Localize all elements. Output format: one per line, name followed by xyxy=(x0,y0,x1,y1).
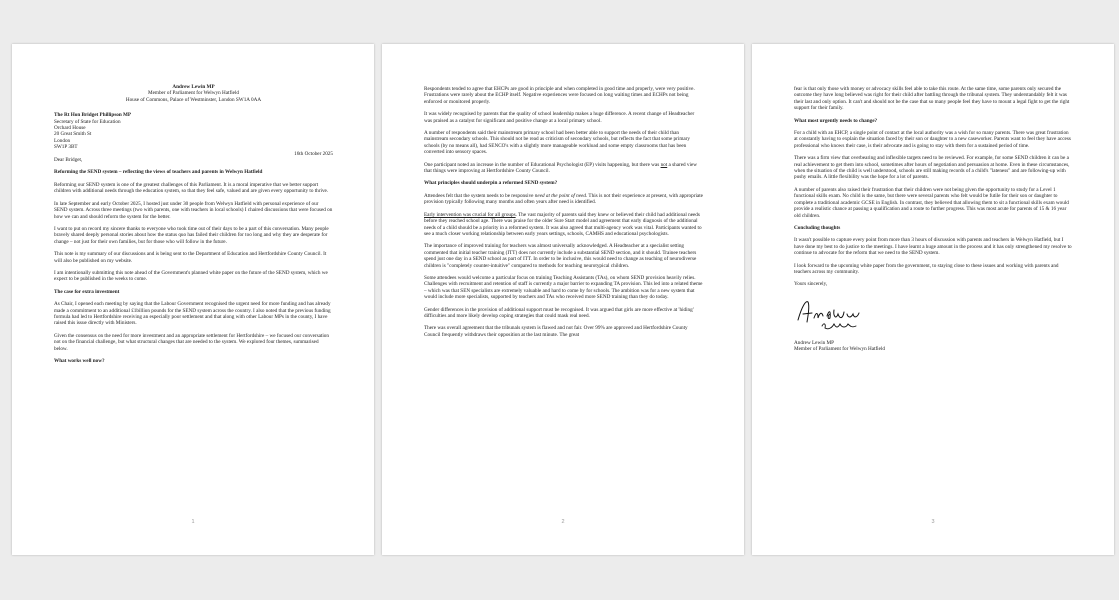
paragraph: A number of parents also raised their frustration that their children were not being given the opportunity to study for a Level 1 functional skills exam. No child is the same, but there were several parents who felt would be futile for their son or daughter to complete a traditional academic GCSE in English. In contrast, they believed that allowing them to sit a functional skills exam would provide a realistic chance at passing a qualification and a route to further progress. This was most acute for parents of 15 & 16 year old children. xyxy=(794,186,1069,219)
signature-graphic xyxy=(794,294,874,334)
section-heading: What most urgently needs to change? xyxy=(794,117,878,124)
paragraph xyxy=(424,193,703,206)
sender-name: Andrew Lewin MP xyxy=(172,84,215,90)
paragraph: There was overall agreement that the tribunals system is flawed and not fair. Over 99% are approved and Hertfordshire County Council frequently withdraws their opposition at the last minute. The great xyxy=(424,325,688,338)
section-heading: The case for extra investment xyxy=(54,288,120,295)
signoff: Yours sincerely, xyxy=(794,281,828,288)
section-heading: Concluding thoughts xyxy=(794,224,841,231)
recipient-line: Orchard House xyxy=(54,125,86,132)
paragraph: For a child with an EHCP, a single point of contact at the local authority was a wish for so many parents. There was great frustration at constantly having to explain the situation faced by their son or daughter to a new caseworker. Parents want to feel they have access professional who knows their case, is their advocate and is going to stay with them for a sustained period of time. xyxy=(794,130,1071,149)
recipient-line: Secretary of State for Education xyxy=(54,118,121,125)
paragraph: There was a firm view that overbearing and inflexible targets need to be reviewed. For example, for some SEND children it can be a real achievement to get them into school, sometimes after hours of negotiation and persuasion at home. Even in these circumstances, when the situation of the child is well understood, schools are still making records of a child's "lateness" and are following-up with pushy emails. A little flexibility was the hope for a lot of parents. xyxy=(794,155,1070,181)
recipient-name: The Rt Hon Bridget Phillipson MP xyxy=(54,112,132,119)
subject-line: Reforming the SEND system – reflecting the views of teachers and parents in Welwyn Hatfield xyxy=(54,169,263,176)
sender-address: House of Commons, Palace of Westminster, London SW1A 0AA xyxy=(125,96,262,103)
emphasis-text: need at the point of need xyxy=(534,192,586,199)
handwritten-signature xyxy=(794,294,1073,334)
paragraph: Some attendees would welcome a particular focus on training Teaching Assistants (TAs), on whom SEND provision heavily relies. Challenges with recruitment and retention of staff is currently a major barrier to expanding TA provision. This led into a related theme – which was that SEN specialists are extremely valuable and hard to come by for schools. The ambition was for a new system that would include more specialists, supported by teachers and TAs who received more SEND training than they do today. xyxy=(424,274,703,301)
section-heading: What works well now? xyxy=(54,358,105,364)
paragraph: As Chair, I opened each meeting by saying that the Labour Government recognised the urgent need for more funding and has already made a commitment to an additional £1billion pounds for the SEND system across the country. I also noted that the previous funding formula had led to Hertfordshire receiving an especially poor settlement and that along with other Labour MPs in the county, I have raised this issue directly with Ministers. xyxy=(54,301,331,327)
text-run: One participant noted an increase in the number of Educational Psychologist (EP) visits happening, but there was xyxy=(424,161,661,168)
page-2 xyxy=(382,44,744,555)
page-1 xyxy=(12,44,374,555)
page-number: 2 xyxy=(561,518,565,525)
paragraph: The importance of improved training for teachers was almost universally acknowledged. A Headteacher at a specialist setting commented that initial teacher training (ITT) does not currently include a substantial SEND section, and it should. Trainee teachers spend just one day in a SEND school as part of ITT. In order to be inclusive, this would need to change as teaching of neurodiverse children is "completely counter-intuitive" compared to methods for teaching neurotypical children. xyxy=(424,243,697,269)
recipient-line: London xyxy=(54,137,71,144)
emphasis-text: Early intervention was crucial for all groups xyxy=(424,211,516,218)
text-run: Attendees felt that the system needs to be responsive xyxy=(424,192,535,199)
salutation: Dear Bridget, xyxy=(54,157,83,164)
text-run: . The vast majority of parents said they knew or believed their child had additional needs before they reached school age. There was praise for the older Sure Start model and agreement that early diagnosis of the additional needs of a child should be a priority in a reformed system. It was also agreed that multi-agency work was vital. Participants wanted to see a much closer working relationship between early years settings, schools, CAMHS and educational psychologists. xyxy=(424,211,702,237)
paragraph: Gender differences in the provision of additional support must be recognised. It was argued that girls are more effective at 'hiding' difficulties and more likely develop coping strategies that could mask real need. xyxy=(424,306,694,319)
paragraph: I am intentionally submitting this note ahead of the Government's planned white paper on the future of the SEND system, which we expect to be published in the weeks to come. xyxy=(54,269,328,283)
paragraph: A number of respondents said their mainstream primary school had been better able to support the needs of their child than mainstream secondary schools. This should not be read as criticism of secondary schools, but reflects the fact that some primary schools (by no means all), had SENCO's with a slightly more manageable workload and some empty classrooms that has been converted into sensory spaces. xyxy=(424,130,690,156)
emphasis-text: not xyxy=(660,161,668,168)
paragraph: I want to put on record my sincere thanks to everyone who took time out of their days to be a part of this conversation. Many people bravely shared deeply personal stories about how the status quo has failed their children for too long and why they are desperate for change – not just for their own families, but for those who will follow in the future. xyxy=(54,225,329,245)
recipient-line: 20 Great Smith St xyxy=(54,131,92,138)
paragraph: Respondents tended to agree that EHCPs are good in principle and when completed in good time and properly, were very positive. Frustrations were rarely about the ECHP itself. Negative experiences were focused on long waiting times and ECHPs not being enforced or monitored properly. xyxy=(424,86,695,105)
page-number: 1 xyxy=(191,518,195,525)
paragraph: Reforming our SEND system is one of the greatest challenges of this Parliament. It is a moral imperative that we better support children with additional needs through the education system, so that they feel safe, valued and are given every opportunity to thrive. xyxy=(54,181,329,195)
paragraph: fear is that only those with money or advocacy skills feel able to take this route. At the same time, some parents only secured the outcome they have long believed was right for their child after battling through the tribunal system. They understandably felt it was their last and only option. It can't and should not be the case that so many people feel they have to mount a legal fight to get the right support for their family. xyxy=(794,86,1070,112)
recipient-line: SW1P 3BT xyxy=(54,144,78,151)
text-run: . This is not their experience at present, with appropriate provision typically following many months and often years after need is identified. xyxy=(424,192,703,206)
paragraph xyxy=(424,162,703,175)
sender-title: Member of Parliament for Welwyn Hatfield xyxy=(148,90,239,97)
paragraph: It wasn't possible to capture every point from more than 3 hours of discussion with parents and teachers in Welwyn Hatfield, but I have done my best to do justice to the meetings. I have learnt a huge amount in the process and it has only strengthened my resolve to continue to advocate for the reform that we need to the SEND system. xyxy=(794,237,1072,257)
page-number: 3 xyxy=(931,518,935,525)
signatory-name: Andrew Lewin MP xyxy=(794,339,835,346)
paragraph: In late September and early October 2025, I hosted just under 30 people from Welwyn Hatfield with personal experience of our SEND system. Across three meetings (two with parents, one with teachers in local schools) I chaired discussions that were focused on how we can and should reform the system for the better. xyxy=(54,200,333,220)
page-3 xyxy=(752,44,1114,555)
paragraph xyxy=(424,212,703,238)
paragraph: It was widely recognised by parents that the quality of school leadership makes a huge difference. A recent change of Headteacher was praised as a catalyst for significant and positive change at a local primary school. xyxy=(424,111,695,124)
text-run: a shared view that things were improving at Hertfordshire County Council. xyxy=(424,161,698,175)
signatory-title: Member of Parliament for Welwyn Hatfield xyxy=(794,346,885,353)
paragraph: This note is my summary of our discussions and is being sent to the Department of Education and Hertfordshire County Council. It will also be published on my website. xyxy=(54,251,327,264)
paragraph: Given the consensus on the need for more investment and an appropriate settlement for Hertfordshire – we focused our conversation not on the financial challenge, but what structural changes that are needed to the system. We explored four themes, summarised below. xyxy=(54,332,329,352)
letter-date: 16th October 2025 xyxy=(294,150,333,157)
paragraph: I look forward to the upcoming white paper from the government, to staying close to these issues and working with parents and teachers across my community. xyxy=(794,262,1059,275)
section-heading: What principles should underpin a reformed SEND system? xyxy=(424,180,558,187)
